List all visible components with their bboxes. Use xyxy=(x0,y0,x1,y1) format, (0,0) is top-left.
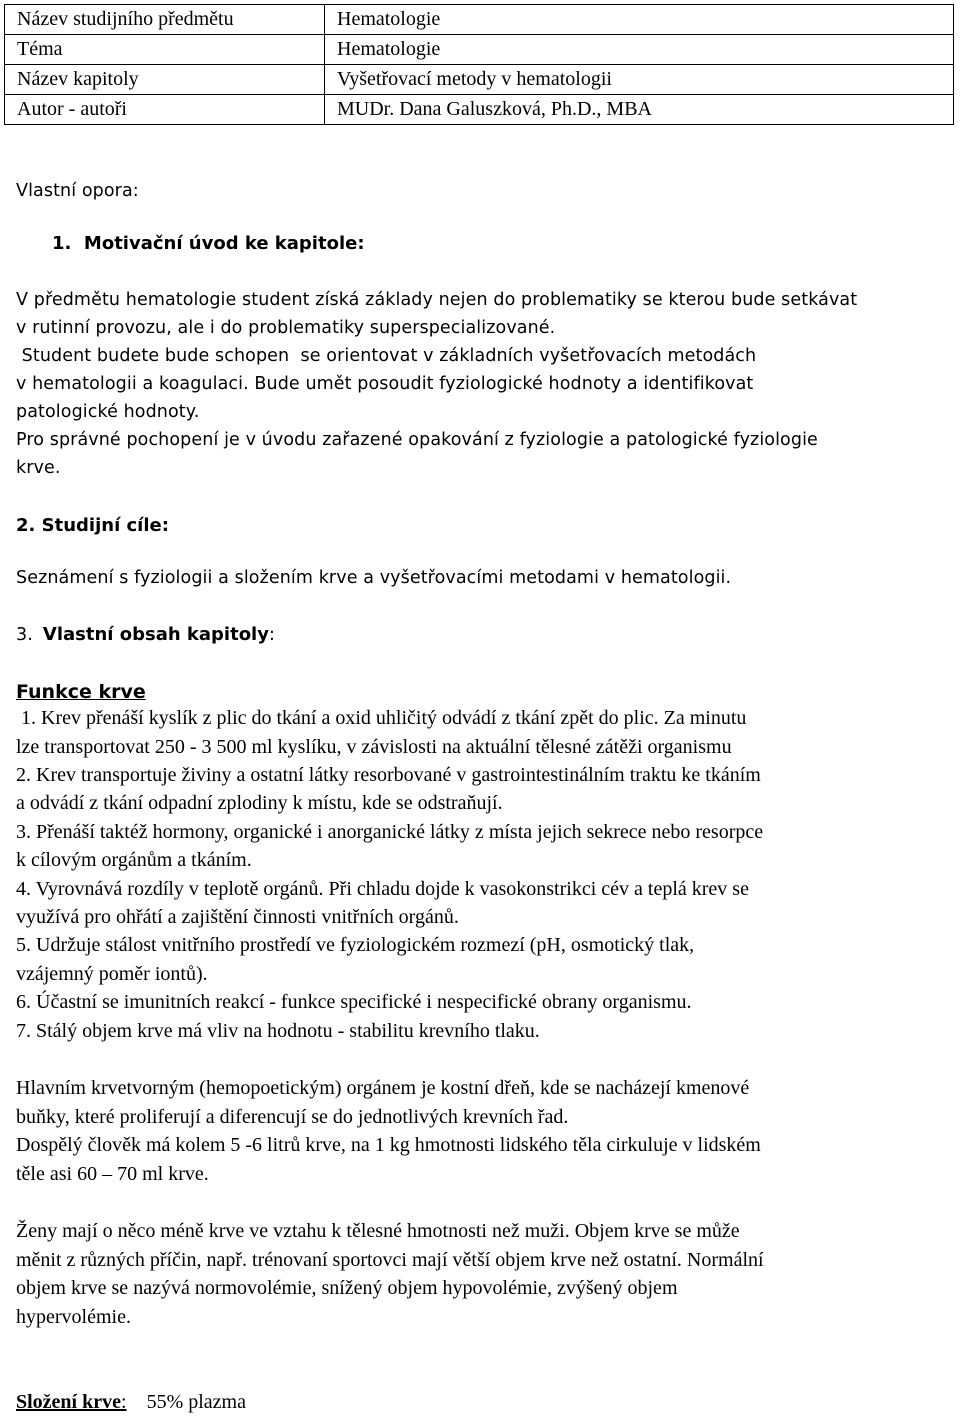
section-2-heading xyxy=(16,512,169,540)
paragraph-line: v rutinní provozu, ale i do problematiky superspecializované. xyxy=(16,318,556,338)
table-row xyxy=(5,95,954,125)
list-item: a odvádí z tkání odpadní zplodiny k místu, kde se odstraňují. xyxy=(16,792,503,814)
paragraph-line: v hematologii a koagulaci. Bude umět posoudit fyziologické hodnoty a identifikovat xyxy=(16,374,754,394)
paragraph-line: hypervolémie. xyxy=(16,1306,131,1328)
list-item: 7. Stálý objem krve má vliv na hodnotu - stabilitu krevního tlaku. xyxy=(16,1020,540,1042)
paragraph-line: patologické hodnoty. xyxy=(16,402,200,422)
paragraph-line: Ženy mají o něco méně krve ve vztahu k tělesné hmotnosti než muži. Objem krve se může xyxy=(16,1220,740,1242)
paragraph-line: měnit z různých příčin, např. trénovaní sportovci mají větší objem krve než ostatní. Normální xyxy=(16,1249,764,1271)
list-item: lze transportovat 250 - 3 500 ml kyslíku, v závislosti na aktuální tělesné zátěži organismu xyxy=(16,736,732,758)
section-colon: : xyxy=(268,625,275,645)
section-number: 1. xyxy=(52,233,72,254)
slozeni-krve-colon: : xyxy=(121,1391,127,1413)
table-row xyxy=(5,35,954,65)
paragraph-line: Student budete bude schopen se orientovat v základních vyšetřovacích metodách xyxy=(16,346,757,366)
section-title: Vlastní obsah kapitoly xyxy=(42,624,269,645)
section-3-heading xyxy=(16,620,275,649)
metadata-value: MUDr. Dana Galuszková, Ph.D., MBA xyxy=(325,95,954,125)
slozeni-krve-value: 55% plazma xyxy=(146,1391,246,1413)
slozeni-krve-line xyxy=(16,1388,246,1416)
paragraph-line: krve. xyxy=(16,458,61,478)
study-goals-text: Seznámení s fyziologii a složením krve a vyšetřovacími metodami v hematologii. xyxy=(16,568,732,588)
section-number: 3. xyxy=(16,625,33,645)
slozeni-krve-label: Složení krve xyxy=(16,1391,121,1413)
list-item: 3. Přenáší taktéž hormony, organické i anorganické látky z místa jejich sekrece nebo resorpce xyxy=(16,821,764,843)
list-item: k cílovým orgánům a tkáním. xyxy=(16,849,252,871)
paragraph-line: těle asi 60 – 70 ml krve. xyxy=(16,1163,209,1185)
list-item: 5. Udržuje stálost vnitřního prostředí ve fyziologickém rozmezí (pH, osmotický tlak, xyxy=(16,934,695,956)
table-row xyxy=(5,5,954,35)
paragraph-line: V předmětu hematologie student získá základy nejen do problematiky se kterou bude setkávat xyxy=(16,290,858,310)
metadata-value: Hematologie xyxy=(325,5,954,35)
metadata-table xyxy=(4,4,954,125)
funkce-krve-heading: Funkce krve xyxy=(16,681,146,703)
section-title: Motivační úvod ke kapitole: xyxy=(83,233,365,254)
metadata-value: Vyšetřovací metody v hematologii xyxy=(325,65,954,95)
table-row xyxy=(5,65,954,95)
paragraph-line: objem krve se nazývá normovolémie, snížený objem hypovolémie, zvýšený objem xyxy=(16,1277,678,1299)
metadata-key: Název kapitoly xyxy=(5,65,325,95)
paragraph-line: buňky, které proliferují a diferencují se do jednotlivých krevních řad. xyxy=(16,1106,569,1128)
metadata-key: Téma xyxy=(5,35,325,65)
metadata-key: Název studijního předmětu xyxy=(5,5,325,35)
list-item: 6. Účastní se imunitních reakcí - funkce specifické i nespecifické obrany organismu. xyxy=(16,991,692,1013)
list-item: vzájemný poměr iontů). xyxy=(16,963,208,985)
list-item: 4. Vyrovnává rozdíly v teplotě orgánů. Při chladu dojde k vasokonstrikci cév a teplá krev se xyxy=(16,878,749,900)
metadata-key: Autor - autoři xyxy=(5,95,325,125)
section-title: Studijní cíle: xyxy=(41,515,169,536)
opora-label: Vlastní opora: xyxy=(16,181,139,201)
metadata-value: Hematologie xyxy=(325,35,954,65)
list-item: 1. Krev přenáší kyslík z plic do tkání a oxid uhličitý odvádí z tkání zpět do plic. Za minutu xyxy=(16,707,747,729)
list-item: 2. Krev transportuje živiny a ostatní látky resorbované v gastrointestinálním traktu ke tkáním xyxy=(16,764,761,786)
paragraph-line: Dospělý člověk má kolem 5 -6 litrů krve, na 1 kg hmotnosti lidského těla cirkuluje v lidském xyxy=(16,1134,761,1156)
section-number: 2. xyxy=(16,515,36,536)
list-item: využívá pro ohřátí a zajištění činnosti vnitřních orgánů. xyxy=(16,906,459,928)
paragraph-line: Pro správné pochopení je v úvodu zařazené opakování z fyziologie a patologické fyziologie xyxy=(16,430,818,450)
paragraph-line: Hlavním krvetvorným (hemopoetickým) orgánem je kostní dřeň, kde se nacházejí kmenové xyxy=(16,1077,750,1099)
section-1-heading xyxy=(52,230,365,258)
